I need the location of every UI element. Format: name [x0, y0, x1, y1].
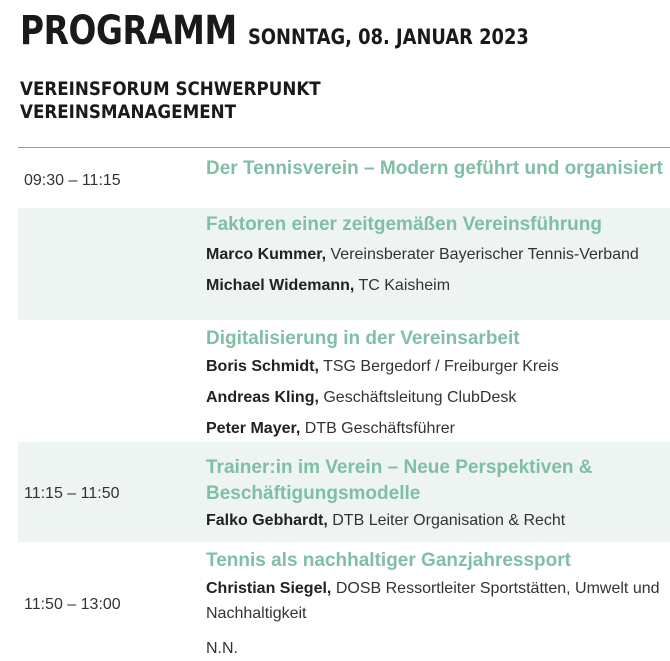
- speaker: [206, 576, 666, 626]
- speaker-role: Geschäftsleitung ClubDesk: [323, 389, 517, 406]
- session-title: Tennis als nachhaltiger Ganzjahressport: [206, 550, 571, 571]
- page-header: [20, 8, 579, 54]
- time-slot: 09:30 – 11:15: [24, 172, 121, 189]
- title-row: [20, 8, 579, 54]
- speaker-role: TC Kaisheim: [358, 277, 451, 294]
- session: [206, 455, 626, 533]
- speaker-name: Boris Schmidt,: [206, 358, 319, 375]
- subtitle-line-2: VEREINSMANAGEMENT: [20, 101, 237, 123]
- speaker-name: Marco Kummer,: [206, 246, 327, 263]
- speaker: [206, 508, 626, 533]
- session-title: Trainer:in im Verein – Neue Perspektiven & Beschäftigungsmodelle: [206, 457, 593, 504]
- speaker-role: Vereinsberater Bayerischer Tennis-Verband: [330, 246, 639, 263]
- speaker-name: Michael Widemann,: [206, 277, 355, 294]
- program-block: [18, 150, 670, 208]
- speaker: [206, 636, 666, 661]
- session: [206, 326, 666, 441]
- speaker: [206, 273, 666, 298]
- speaker: [206, 354, 666, 379]
- speaker-name: Peter Mayer,: [206, 420, 301, 437]
- program-block: [18, 320, 670, 442]
- speaker-role: DTB Geschäftsführer: [304, 420, 456, 437]
- speaker: [206, 242, 666, 267]
- session: [206, 548, 666, 661]
- speaker-role: N.N.: [206, 640, 238, 657]
- speaker-name: Christian Siegel,: [206, 580, 332, 597]
- time-slot: 11:15 – 11:50: [24, 485, 120, 502]
- program-block: [18, 542, 670, 660]
- speaker-name: Falko Gebhardt,: [206, 512, 328, 529]
- session-title: Faktoren einer zeitgemäßen Vereinsführung: [206, 214, 602, 235]
- session: [206, 156, 666, 182]
- session: [206, 212, 666, 298]
- program-block: [18, 208, 670, 320]
- program-block: [18, 442, 670, 542]
- speaker-name: Andreas Kling,: [206, 389, 319, 406]
- forum-subtitle: [20, 78, 321, 124]
- speaker-role: DOSB Ressortleiter Sportstätten, Umwelt und Nachhaltigkeit: [206, 580, 660, 622]
- speaker: [206, 416, 666, 441]
- event-date: SONNTAG, 08. JANUAR 2023: [248, 25, 530, 49]
- subtitle-line-1: VEREINSFORUM SCHWERPUNKT: [20, 78, 321, 100]
- header-divider: [18, 147, 670, 148]
- session-title: Der Tennisverein – Modern geführt und organisiert: [206, 158, 663, 179]
- time-slot: 11:50 – 13:00: [24, 596, 121, 613]
- speaker-role: DTB Leiter Organisation & Recht: [332, 512, 566, 529]
- speaker: [206, 385, 666, 410]
- speaker-role: TSG Bergedorf / Freiburger Kreis: [323, 358, 559, 375]
- page-title: PROGRAMM: [20, 8, 237, 54]
- session-title: Digitalisierung in der Vereinsarbeit: [206, 328, 520, 349]
